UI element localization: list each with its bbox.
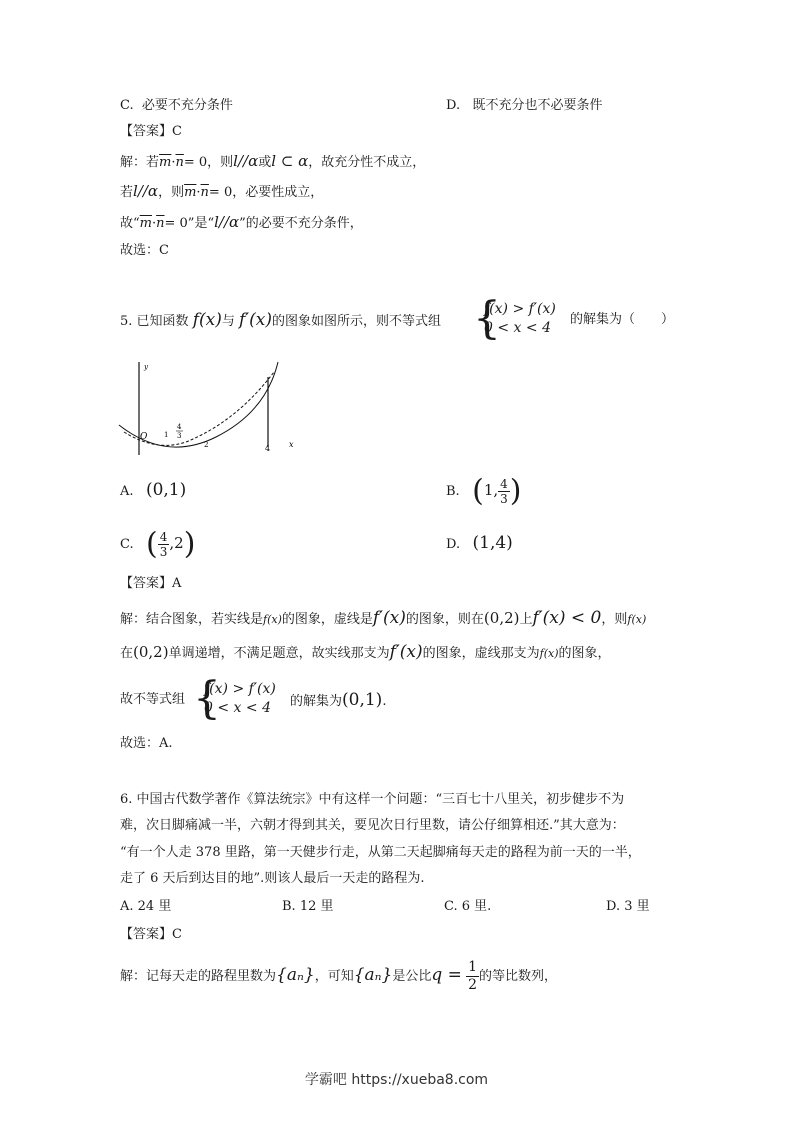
- text: 是公比: [392, 969, 432, 984]
- q4-solution-line-2: [120, 181, 323, 203]
- math: (0,2): [133, 643, 169, 661]
- fraction: [498, 477, 510, 506]
- paren-left: (: [146, 526, 158, 562]
- q5-option-d: [446, 533, 513, 555]
- q6-option-b: B. 12 里: [282, 899, 334, 914]
- q6-stem-line-1: 6. 中国古代数学著作《算法统宗》中有这样一个问题：“三百七十八里关，初步健步不为: [120, 792, 625, 807]
- math: f(x): [627, 613, 647, 626]
- text: 单调递增，不满足题意，故实线那支为: [168, 646, 390, 661]
- q6-solution-line-1: [120, 958, 557, 994]
- math: f′(x) < 0: [532, 608, 602, 628]
- q5-solution-line-4: 故选：A.: [120, 736, 173, 751]
- x-label: x: [289, 440, 294, 449]
- text: 上: [519, 612, 533, 627]
- math: q =: [431, 965, 462, 985]
- q6-option-c: C. 6 里.: [444, 899, 492, 914]
- function-graph: [116, 357, 306, 457]
- y-label: y: [144, 363, 148, 371]
- paren-right: ): [183, 526, 196, 562]
- option-label: A.: [120, 484, 134, 499]
- tick-2: 2: [204, 441, 209, 449]
- denominator: 3: [159, 545, 168, 559]
- text: ，可知: [314, 969, 354, 984]
- math: {aₙ}: [276, 965, 315, 985]
- q4-solution-line-4: 故选：C: [120, 243, 169, 258]
- system-row-2: 0 < x < 4: [484, 320, 551, 336]
- option-label: D.: [446, 537, 461, 552]
- inequality-system: [193, 673, 276, 724]
- q5-option-b: [446, 474, 521, 508]
- text: 或: [258, 155, 272, 170]
- text: 解：结合图象，若实线是: [120, 612, 264, 627]
- paren-right: ): [509, 473, 522, 509]
- numerator: 1: [468, 959, 477, 975]
- option-label: C.: [120, 537, 134, 552]
- q5-solution-line-2: [120, 642, 611, 664]
- q5-solution-line-3-end: [290, 690, 386, 712]
- tick-1: 1: [164, 431, 169, 439]
- text: 的图象，虚线是: [281, 612, 373, 627]
- q6-option-a: A. 24 里: [120, 899, 172, 914]
- vec-n: $\overline{n}$: [156, 216, 165, 231]
- option-label: B.: [446, 484, 460, 499]
- q6-stem-line-4: 走了 6 天后到达目的地”.则该人最后一天走的路程为.: [120, 871, 425, 886]
- tick-4-3-den: 3: [177, 432, 182, 440]
- equals: = 0: [183, 155, 208, 170]
- text: ，必要性成立，: [232, 185, 324, 200]
- equals: = 0: [208, 185, 233, 200]
- q5-solution-system: [193, 673, 276, 724]
- math: (0,2): [483, 609, 520, 627]
- text: 的图象，: [558, 646, 611, 661]
- text: ，则: [207, 155, 234, 170]
- option-value: (1,4): [472, 533, 513, 553]
- math: {aₙ}: [353, 965, 393, 985]
- text: 的图象如图所示，则不等式组: [272, 314, 442, 329]
- option-text: 既不充分也不必要条件: [472, 98, 603, 113]
- q5-solution-line-1: [120, 608, 646, 630]
- dot: ·: [196, 185, 201, 200]
- system-row-1: f(x) > f′(x): [204, 681, 276, 697]
- dot: ·: [171, 155, 176, 170]
- origin-label: O: [140, 432, 148, 442]
- q5-answer: 【答案】A: [120, 576, 182, 591]
- q6-option-d: D. 3 里: [606, 899, 650, 914]
- math: f(x): [192, 310, 222, 330]
- text: 与: [221, 314, 235, 329]
- q4-option-d: [446, 96, 603, 116]
- q4-solution-line-3: [120, 212, 363, 234]
- numerator: 4: [159, 530, 168, 544]
- text: 若: [120, 185, 134, 200]
- brace: {: [473, 293, 501, 344]
- q5-stem: [120, 310, 441, 332]
- text: ”是“: [187, 216, 215, 231]
- math: l ⊂ α: [271, 152, 309, 170]
- q4-option-c: [120, 96, 233, 116]
- option-value: 1,: [483, 481, 499, 499]
- text: 的图象，虚线那支为: [422, 646, 540, 661]
- text: ，则: [601, 612, 628, 627]
- math: l//α: [214, 213, 240, 231]
- text: 5. 已知函数: [120, 314, 189, 329]
- fraction: [158, 530, 170, 559]
- math: l//α: [133, 182, 159, 200]
- tick-4-3-num: 4: [177, 423, 182, 431]
- system-row-2: 0 < x < 4: [204, 700, 271, 716]
- q6-stem-line-2: 难，次日脚痛减一半，六朝才得到其关，要见次日行里数，请公仔细算相还.”其大意为：: [120, 818, 625, 833]
- text: 故“: [120, 216, 140, 231]
- fraction: [466, 959, 479, 994]
- option-label: D.: [446, 98, 461, 113]
- brace: {: [193, 673, 221, 724]
- q5-option-c: [120, 527, 195, 561]
- q4-solution-line-1: [120, 151, 425, 173]
- vec-n: $\overline{n}$: [200, 185, 209, 200]
- text: ”的必要不充分条件，: [239, 216, 363, 231]
- vec-m: $\overline{m}$: [139, 216, 152, 231]
- footer-watermark: 学霸吧 https://xueba8.com: [304, 1072, 489, 1088]
- option-value: (0,1): [145, 480, 187, 500]
- vec-n: $\overline{n}$: [175, 155, 184, 170]
- denominator: 3: [500, 492, 508, 506]
- option-label: C.: [120, 98, 134, 113]
- q6-answer: 【答案】C: [120, 927, 182, 942]
- text: 解：若: [120, 155, 160, 170]
- numerator: 4: [500, 477, 508, 491]
- dot: ·: [151, 216, 157, 231]
- paren-left: (: [472, 473, 484, 509]
- q5-system: [473, 293, 556, 344]
- option-value: ,2: [169, 534, 184, 552]
- math: f(x): [539, 647, 559, 660]
- text: 解：记每天走的路程里数为: [120, 969, 277, 984]
- q6-stem-line-3: “有一个人走 378 里路，第一天健步行走，从第二天起脚痛每天走的路程为前一天的一半，: [120, 845, 641, 860]
- text: 在: [120, 646, 134, 661]
- vec-m: $\overline{m}$: [159, 155, 172, 170]
- text: ，故充分性不成立，: [308, 155, 426, 170]
- text: 的等比数列，: [478, 969, 557, 984]
- system-row-1: f(x) > f′(x): [484, 301, 556, 317]
- inequality-system: [473, 293, 556, 344]
- math: f′(x): [389, 642, 423, 662]
- q5-option-a: [120, 480, 186, 502]
- math: f(x): [263, 613, 282, 626]
- q5-stem-end: 的解集为（ ）: [570, 312, 675, 327]
- option-text: 必要不充分条件: [141, 98, 233, 113]
- vec-m: $\overline{m}$: [184, 185, 197, 200]
- q4-answer: 【答案】C: [120, 124, 182, 139]
- math: (0,1): [342, 690, 383, 710]
- q5-solution-line-3-text: 故不等式组: [120, 692, 186, 707]
- text: .: [382, 694, 387, 709]
- denominator: 2: [468, 977, 477, 993]
- math: f′(x): [372, 608, 406, 628]
- equals: = 0: [164, 216, 188, 231]
- text: 的解集为: [290, 694, 343, 709]
- math: f′(x): [239, 310, 273, 330]
- tick-4: 4: [265, 444, 271, 453]
- text: 的图象，则在: [405, 612, 484, 627]
- math: l//α: [233, 152, 259, 170]
- text: ，则: [158, 185, 185, 200]
